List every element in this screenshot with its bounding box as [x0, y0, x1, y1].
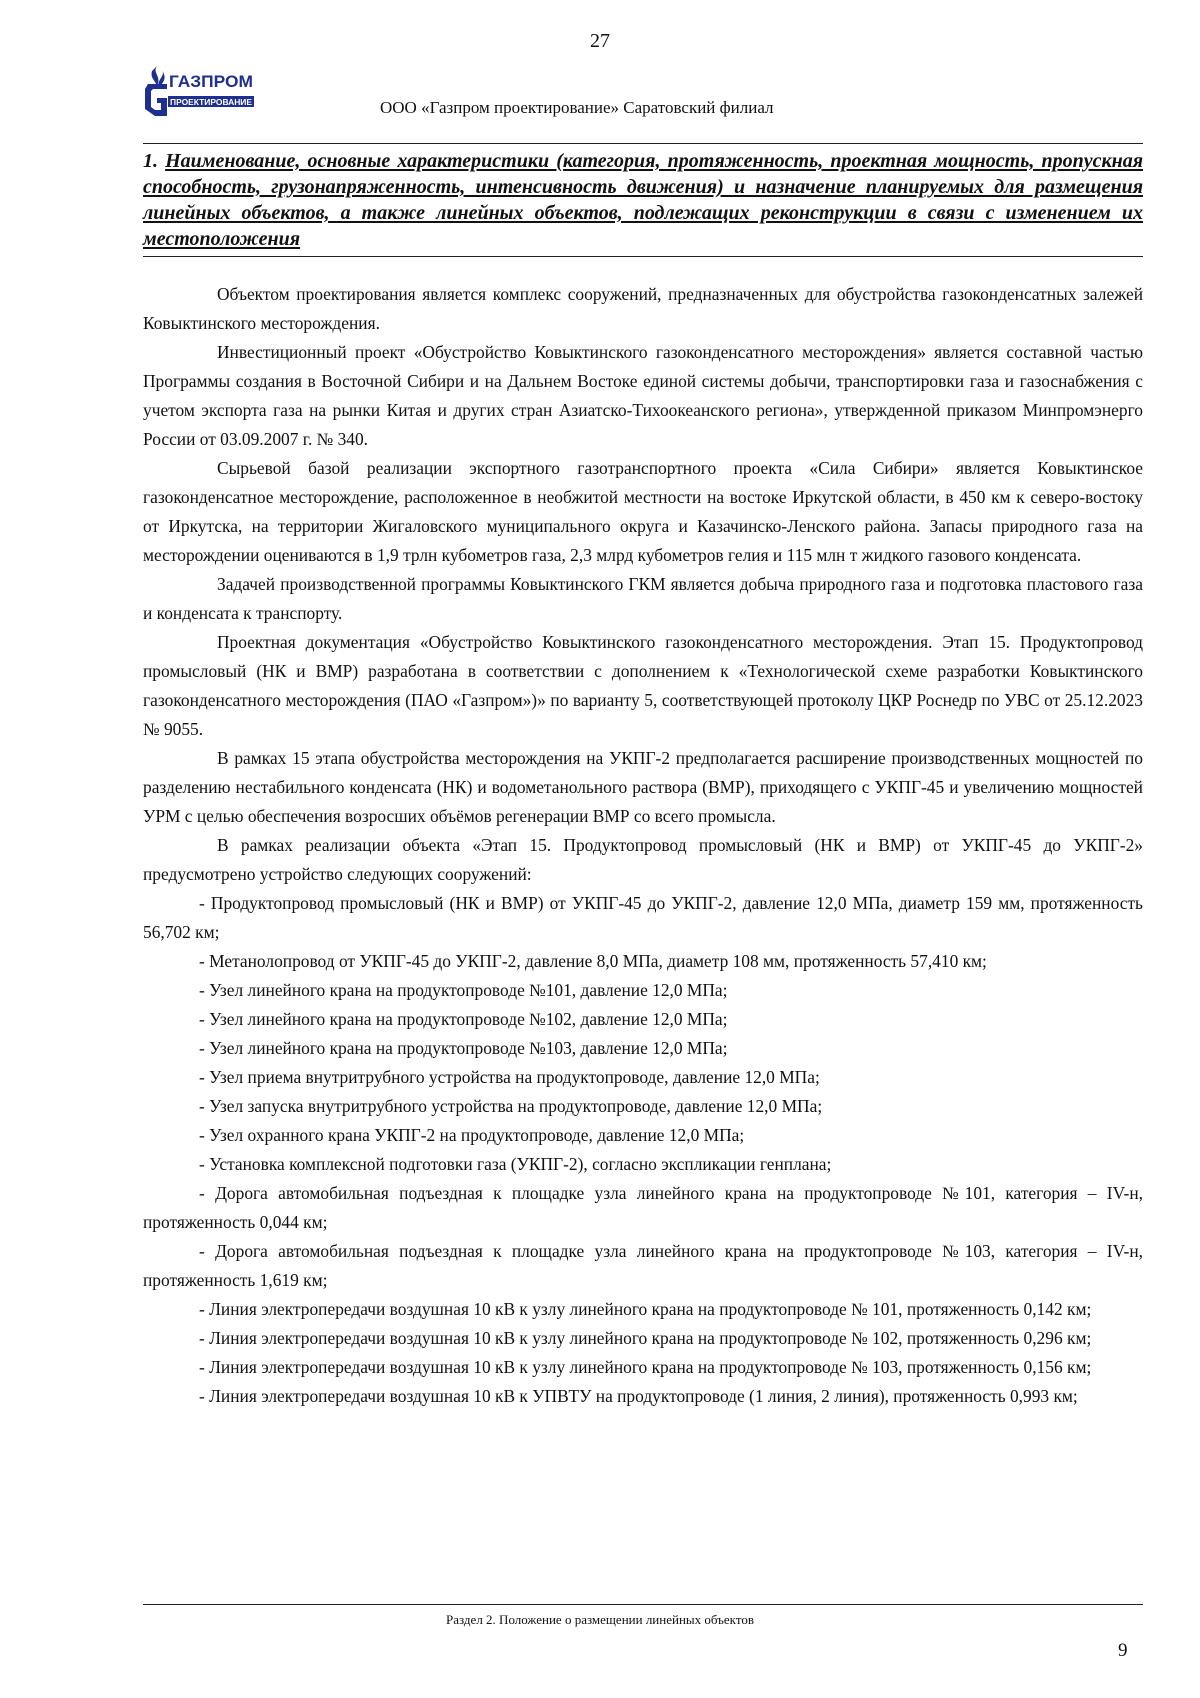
list-item: - Дорога автомобильная подъездная к площадке узла линейного крана на продуктопроводе №101, категория – IV-н, протяженность 0,044 км; — [143, 1183, 1143, 1232]
section-title: Наименование, основные характеристики (категория, протяженность, проектная мощность, пропускная способность, грузонапряженность, интенсивность движения) и назначение планируемых для размещения линейных объектов, а также линейных объектов, подлежащих реконструкции в связи с изменением их местоположения — [143, 150, 1143, 250]
paragraph: Задачей производственной программы Ковыктинского ГКМ является добыча природного газа и подготовка пластового газа и конденсата к транспорту. — [143, 574, 1143, 623]
section-number: 1. — [143, 150, 158, 172]
footer-section-title: Раздел 2. Положение о размещении линейных объектов — [446, 1612, 754, 1627]
page-number-top: 27 — [590, 30, 610, 52]
list-item: - Узел охранного крана УКПГ-2 на продуктопроводе, давление 12,0 МПа; — [199, 1125, 745, 1145]
list-item: - Узел приема внутритрубного устройства на продуктопроводе, давление 12,0 МПа; — [199, 1067, 820, 1087]
svg-text:ПРОЕКТИРОВАНИЕ: ПРОЕКТИРОВАНИЕ — [170, 98, 253, 107]
footer-divider — [143, 1604, 1143, 1605]
list-item: - Линия электропередачи воздушная 10 кВ к УПВТУ на продуктопроводе (1 линия, 2 линия), протяженность 0,993 км; — [199, 1386, 1078, 1406]
gazprom-logo — [143, 62, 255, 118]
list-item: - Узел линейного крана на продуктопроводе №101, давление 12,0 МПа; — [199, 980, 728, 1000]
paragraph: В рамках реализации объекта «Этап 15. Продуктопровод промысловый (НК и ВМР) от УКПГ-45 до УКПГ-2» предусмотрено устройство следующих сооружений: — [143, 835, 1143, 884]
paragraph: Сырьевой базой реализации экспортного газотранспортного проекта «Сила Сибири» является Ковыктинское газоконденсатное месторождение, расположенное в необжитой местности на востоке Иркутской области, в 450 км к северо-востоку от Иркутска, на территории Жигаловского муниципального округа и Казачинско-Ленского района. Запасы природного газа на месторождении оцениваются в 1,9 трлн кубометров газа, 2,3 млрд кубометров гелия и 115 млн т жидкого газового конденсата. — [143, 458, 1143, 565]
heading-divider — [143, 256, 1143, 257]
list-item: - Продуктопровод промысловый (НК и ВМР) от УКПГ-45 до УКПГ-2, давление 12,0 МПа, диаметр 159 мм, протяженность 56,702 км; — [143, 893, 1143, 942]
paragraph: В рамках 15 этапа обустройства месторождения на УКПГ-2 предполагается расширение производственных мощностей по разделению нестабильного конденсата (НК) и водометанольного раствора (ВМР), приходящего с УКПГ-45 и увеличению мощностей УРМ с целью обеспечения возросших объёмов регенерации ВМР со всего промысла. — [143, 748, 1143, 826]
organization-name: ООО «Газпром проектирование» Саратовский филиал — [380, 98, 774, 117]
document-body — [143, 280, 1143, 1411]
list-item: - Узел линейного крана на продуктопроводе №102, давление 12,0 МПа; — [199, 1009, 728, 1029]
list-item: - Узел линейного крана на продуктопроводе №103, давление 12,0 МПа; — [199, 1038, 728, 1058]
svg-text:ГАЗПРОМ: ГАЗПРОМ — [169, 72, 253, 91]
paragraph: Инвестиционный проект «Обустройство Ковыктинского газоконденсатного месторождения» является составной частью Программы создания в Восточной Сибири и на Дальнем Востоке единой системы добычи, транспортировки газа и газоснабжения с учетом экспорта газа на рынки Китая и других стран Азиатско-Тихоокеанского региона», утвержденной приказом Минпромэнерго России от 03.09.2007 г. № 340. — [143, 342, 1143, 449]
list-item: - Метанолопровод от УКПГ-45 до УКПГ-2, давление 8,0 МПа, диаметр 108 мм, протяженность 57,410 км; — [199, 951, 987, 971]
list-item: - Линия электропередачи воздушная 10 кВ к узлу линейного крана на продуктопроводе № 103, протяженность 0,156 км; — [199, 1357, 1092, 1377]
paragraph: Объектом проектирования является комплекс сооружений, предназначенных для обустройства газоконденсатных залежей Ковыктинского месторождения. — [143, 284, 1143, 333]
list-item: - Дорога автомобильная подъездная к площадке узла линейного крана на продуктопроводе №103, категория – IV-н, протяженность 1,619 км; — [143, 1241, 1143, 1290]
list-item: - Линия электропередачи воздушная 10 кВ к узлу линейного крана на продуктопроводе № 102, протяженность 0,296 км; — [199, 1328, 1092, 1348]
list-item: - Установка комплексной подготовки газа (УКПГ-2), согласно экспликации генплана; — [199, 1154, 832, 1174]
list-item: - Линия электропередачи воздушная 10 кВ к узлу линейного крана на продуктопроводе № 101, протяженность 0,142 км; — [199, 1299, 1092, 1319]
list-item: - Узел запуска внутритрубного устройства на продуктопроводе, давление 12,0 МПа; — [199, 1096, 823, 1116]
header-divider — [143, 143, 1143, 144]
section-heading — [143, 148, 1143, 252]
paragraph: Проектная документация «Обустройство Ковыктинского газоконденсатного месторождения. Этап 15. Продуктопровод промысловый (НК и ВМР) разработана в соответствии с дополнением к «Технологической схеме разработки Ковыктинского газоконденсатного месторождения (ПАО «Газпром»)» по варианту 5, соответствующей протоколу ЦКР Роснедр по УВС от 25.12.2023 № 9055. — [143, 632, 1143, 739]
page-number-bottom: 9 — [1118, 1640, 1128, 1661]
